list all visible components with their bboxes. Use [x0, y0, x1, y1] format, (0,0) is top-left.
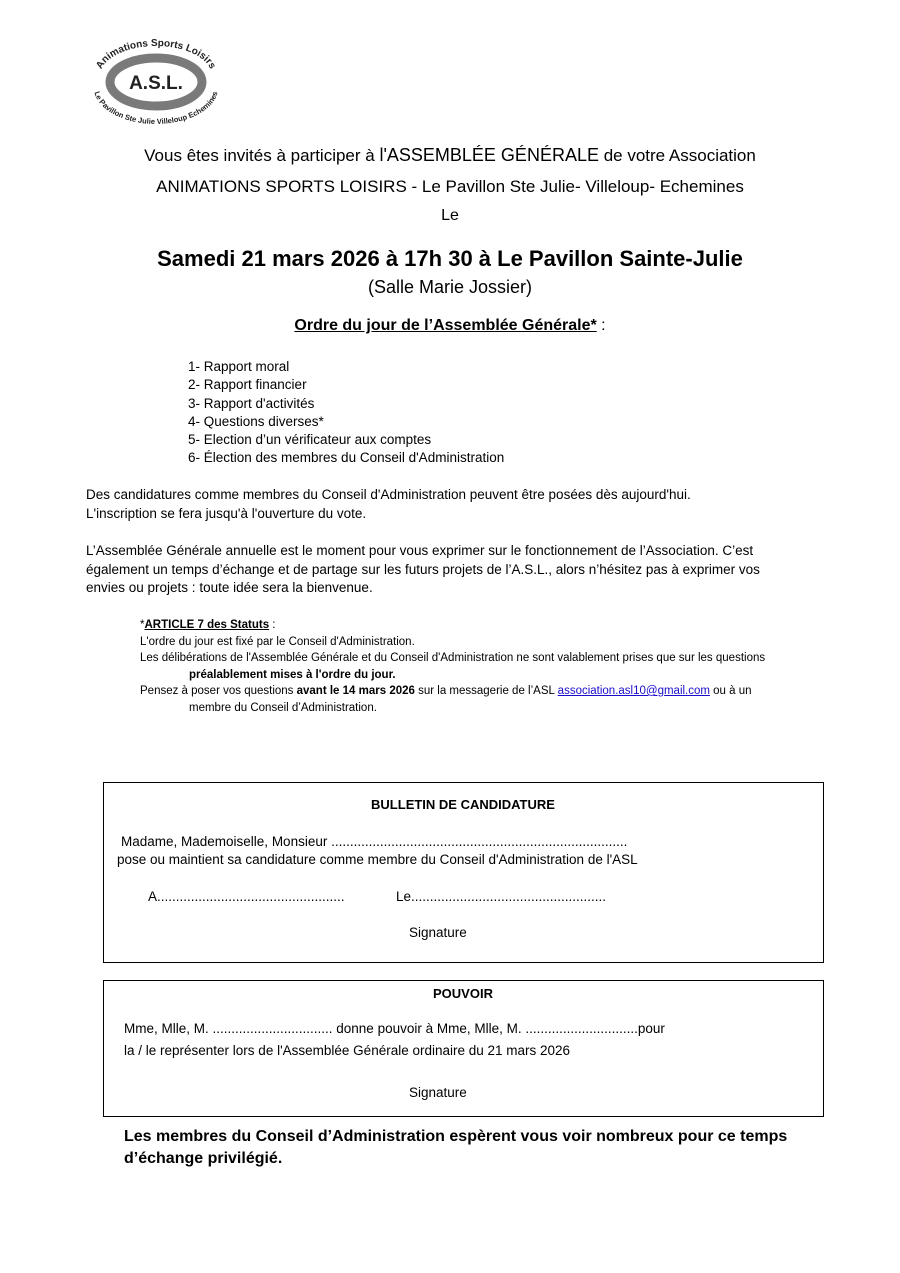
assemblee-generale-text: l'ASSEMBLÉE GÉNÉRALE	[379, 145, 599, 165]
agenda-heading-suffix: :	[596, 317, 606, 334]
article-heading-suffix: :	[269, 619, 276, 631]
logo-top-text: Animations Sports Loisirs	[94, 37, 218, 71]
article-7-block	[140, 617, 840, 716]
agenda-item: 2- Rapport financier	[188, 377, 307, 393]
agenda-heading	[0, 317, 900, 335]
candidatures-line-1: Des candidatures comme membres du Conseil d'Administration peuvent être posées dès aujourd'hui.	[86, 487, 691, 502]
association-name: ANIMATIONS SPORTS LOISIRS - Le Pavillon Ste Julie- Villeloup- Echemines	[156, 177, 744, 196]
article-line-4: membre du Conseil d’Administration.	[189, 701, 377, 714]
asl-logo	[86, 36, 226, 126]
agenda-item: 3- Rapport d'activités	[188, 395, 315, 411]
proxy-names-field[interactable]: Mme, Mlle, M. ................................ donne pouvoir à Mme, Mlle, M. ..............................pour	[124, 1021, 665, 1036]
agenda-item: 6- Élection des membres du Conseil d'Administration	[188, 450, 505, 466]
article-heading	[140, 617, 840, 634]
proxy-statement: la / le représenter lors de l'Assemblée Générale ordinaire du 21 mars 2026	[124, 1043, 571, 1058]
logo-bottom-text: Le Pavillon Ste Julie Villeloup Echemines	[92, 90, 220, 126]
article-line-2: Les délibérations de l'Assemblée Générale et du Conseil d'Administration ne sont valablement prises que sur les questions	[140, 652, 766, 664]
article-line-3-b: sur la messagerie de l’ASL	[414, 685, 558, 697]
assemblee-paragraph: L’Assemblée Générale annuelle est le moment pour vous exprimer sur le fonctionnement de l’Association. C’est également un temps d’échange et de partage sur les futurs projets de l’A.S.L., alors n’hésitez pas à exprimer vos envies ou projets : toute idée sera la bienvenue.	[86, 543, 760, 595]
article-star: *	[140, 619, 145, 631]
closing-line-2: d’échange privilégié.	[124, 1150, 283, 1167]
invitation-line	[0, 145, 900, 166]
candidature-date-field[interactable]: Le....................................................	[396, 889, 607, 904]
proxy-form	[103, 980, 824, 1117]
candidatures-paragraph	[86, 486, 826, 523]
agenda-item: 5- Election d’un vérificateur aux comptes	[188, 432, 432, 448]
proxy-title: POUVOIR	[433, 986, 493, 1001]
article-line-3	[140, 683, 840, 700]
agenda-list	[188, 358, 504, 468]
candidature-place-field[interactable]: A..................................................	[148, 889, 345, 904]
article-line-2-bold: préalablement mises à l'ordre du jour.	[189, 668, 396, 681]
event-location: (Salle Marie Jossier)	[367, 277, 533, 297]
article-line-3-c: ou à un	[709, 685, 752, 697]
closing-message	[124, 1126, 824, 1170]
proxy-signature[interactable]: Signature	[409, 1085, 467, 1100]
article-heading-text: ARTICLE 7 des Statuts	[144, 619, 270, 631]
event-title: Samedi 21 mars 2026 à 17h 30 à Le Pavillon Sainte-Julie	[157, 246, 743, 271]
agenda-heading-text: Ordre du jour de l’Assemblée Générale*	[294, 317, 597, 334]
candidature-name-field[interactable]: Madame, Mademoiselle, Monsieur ...............................................................................	[121, 834, 628, 849]
article-line-3-a: Pensez à poser vos questions	[140, 685, 297, 697]
candidature-signature[interactable]: Signature	[409, 925, 467, 940]
question-deadline: avant le 14 mars 2026	[296, 685, 415, 697]
candidature-title: BULLETIN DE CANDIDATURE	[371, 797, 555, 812]
invitation-text-a: Vous êtes invités à participer à	[144, 146, 380, 165]
agenda-item: 1- Rapport moral	[188, 359, 290, 374]
logo-center-text: A.S.L.	[129, 73, 183, 94]
candidature-form	[103, 782, 824, 963]
candidature-statement: pose ou maintient sa candidature comme membre du Conseil d'Administration de l'ASL	[117, 852, 638, 867]
invitation-text-c: de votre Association	[598, 146, 756, 165]
date-intro: Le	[441, 207, 459, 224]
candidatures-line-2: L'inscription se fera jusqu'à l'ouverture du vote.	[86, 505, 367, 521]
email-link[interactable]: association.asl10@gmail.com	[557, 685, 710, 697]
closing-line-1: Les membres du Conseil d’Administration espèrent vous voir nombreux pour ce temps	[124, 1128, 788, 1145]
article-line-1: L'ordre du jour est fixé par le Conseil d'Administration.	[140, 635, 415, 648]
agenda-item: 4- Questions diverses*	[188, 413, 324, 429]
